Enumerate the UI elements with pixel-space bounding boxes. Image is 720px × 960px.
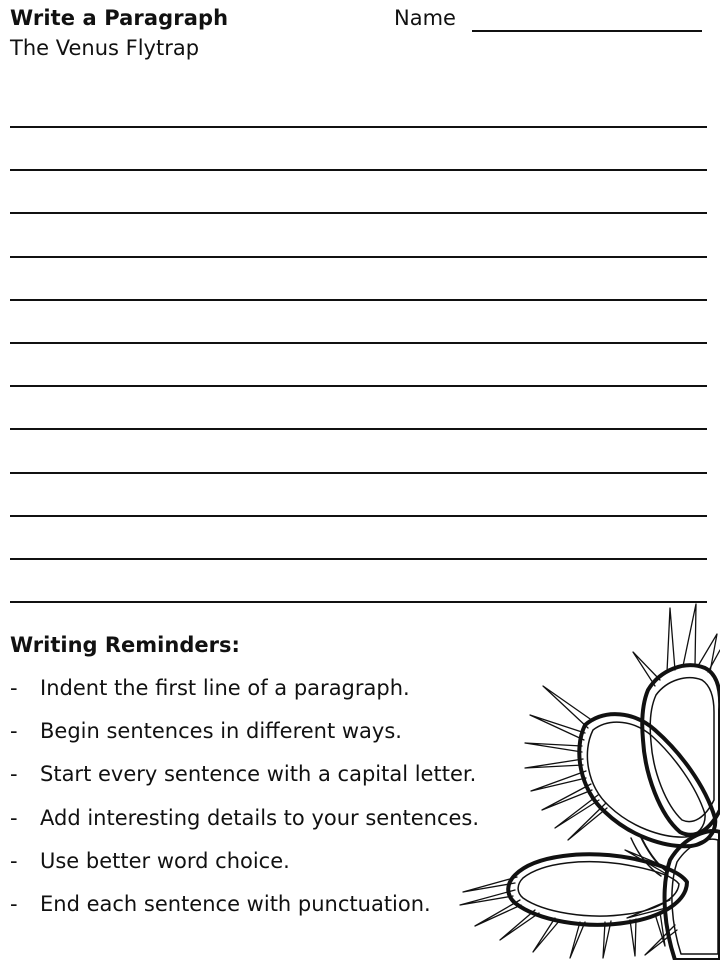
reminder-text: Start every sentence with a capital letter. (40, 762, 477, 787)
writing-lines (10, 126, 707, 644)
writing-line[interactable] (10, 256, 707, 258)
reminders-heading: Writing Reminders: (10, 633, 240, 657)
reminder-text: End each sentence with punctuation. (40, 891, 431, 916)
reminder-text: Use better word choice. (40, 848, 290, 873)
bullet-dash: - (10, 805, 18, 830)
writing-line[interactable] (10, 342, 707, 344)
worksheet-subtitle: The Venus Flytrap (10, 36, 200, 60)
writing-line[interactable] (10, 212, 707, 214)
bullet-dash: - (10, 762, 18, 787)
worksheet-title: Write a Paragraph (10, 6, 229, 30)
writing-line[interactable] (10, 472, 707, 474)
writing-line[interactable] (10, 558, 707, 560)
bullet-dash: - (10, 891, 18, 916)
bullet-dash: - (10, 676, 18, 700)
writing-line[interactable] (10, 385, 707, 387)
writing-line[interactable] (10, 299, 707, 301)
writing-line[interactable] (10, 515, 707, 517)
reminder-text: Begin sentences in different ways. (40, 719, 402, 744)
name-field-line[interactable] (472, 30, 702, 32)
writing-line[interactable] (10, 169, 707, 171)
reminder-text: Add interesting details to your sentences. (40, 805, 480, 830)
venus-flytrap-icon (455, 600, 720, 960)
reminder-text: Indent the first line of a paragraph. (40, 676, 410, 700)
writing-line[interactable] (10, 428, 707, 430)
writing-line[interactable] (10, 126, 707, 128)
bullet-dash: - (10, 719, 18, 744)
name-label: Name (394, 6, 456, 30)
bullet-dash: - (10, 848, 18, 873)
